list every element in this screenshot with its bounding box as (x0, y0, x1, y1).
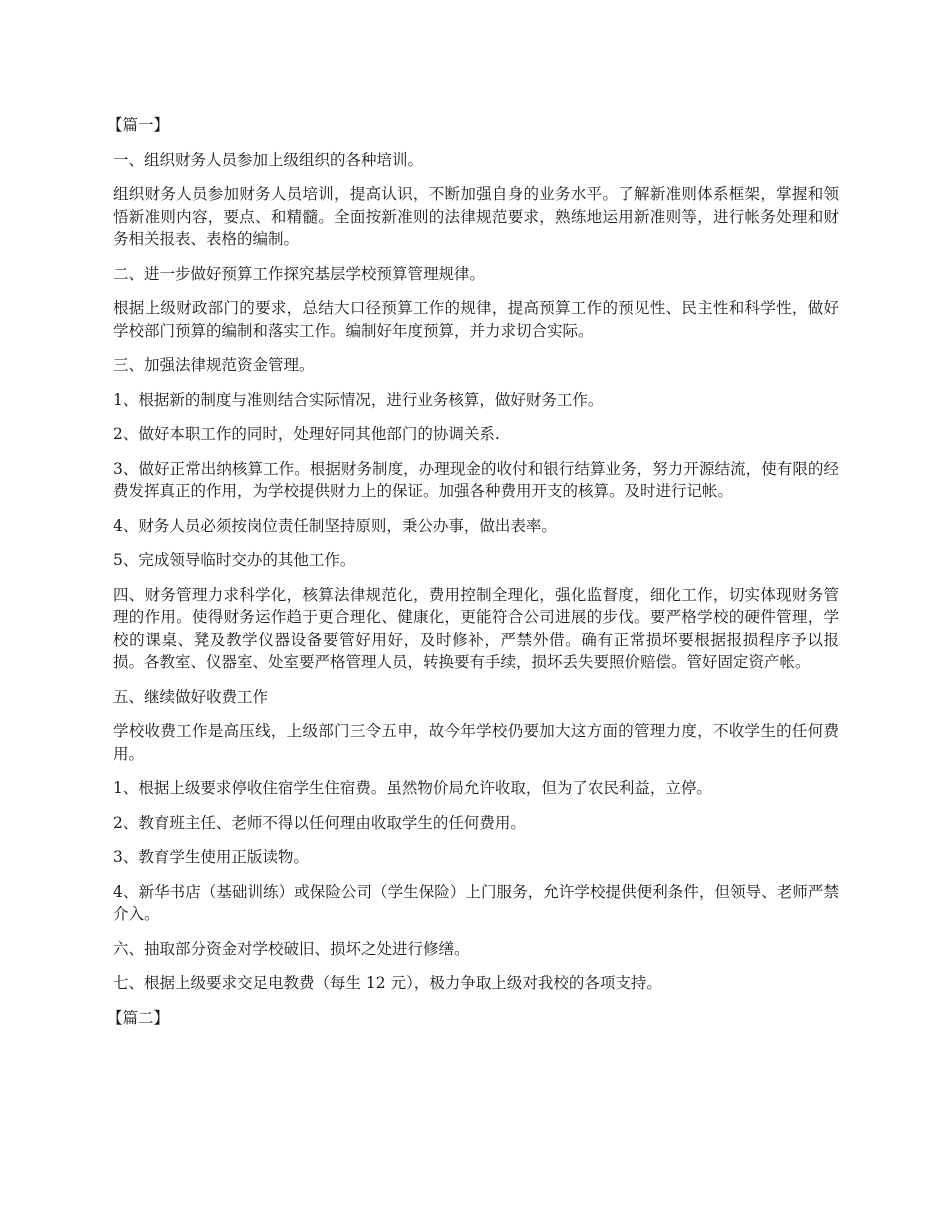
list-item: 5、完成领导临时交办的其他工作。 (113, 551, 356, 569)
body-paragraph: 组织财务人员参加财务人员培训，提高认识，不断加强自身的业务水平。了解新准则体系框架，掌握和领悟新准则内容，要点、和精髓。全面按新准则的法律规范要求，熟练地运用新准则等，进行帐务处理和财务相关报表、表格的编制。 (113, 185, 839, 248)
body-paragraph: 学校收费工作是高压线，上级部门三令五申，故今年学校仍要加大这方面的管理力度，不收学生的任何费用。 (113, 722, 839, 763)
list-item: 4、新华书店（基础训练）或保险公司（学生保险）上门服务，允许学校提供便利条件，但领导、老师严禁介入。 (113, 882, 839, 923)
list-item: 1、根据上级要求停收住宿学生住宿费。虽然物价局允许收取，但为了农民利益，立停。 (113, 779, 712, 797)
heading-item-4: 四、财务管理力求科学化，核算法律规范化，费用控制全理化，强化监督度，细化工作，切实体现财务管理的作用。使得财务运作趋于更合理化、健康化，更能符合公司进展的步伐。要严格学校的硬件管理，学校的课桌、凳及教学仪器设备要管好用好，及时修补，严禁外借。确有正常损坏要根据报损程序予以报损。各教室、仪器室、处室要严格管理人员，转换要有手续，损坏丢失要照价赔偿。管好固定资产帐。 (113, 585, 839, 671)
heading-item-7: 七、根据上级要求交足电教费（每生 12 元），极力争取上级对我校的各项支持。 (113, 974, 662, 992)
list-item: 2、教育班主任、老师不得以任何理由收取学生的任何费用。 (113, 813, 526, 832)
list-item: 3、做好正常出纳核算工作。根据财务制度，办理现金的收付和银行结算业务，努力开源结流，使有限的经费发挥真正的作用，为学校提供财力上的保证。加强各种费用开支的核算。及时进行记帐。 (113, 459, 839, 500)
heading-item-6: 六、抽取部分资金对学校破旧、损坏之处进行修缮。 (113, 939, 470, 958)
heading-item-1: 一、组织财务人员参加上级组织的各种培训。 (113, 150, 424, 169)
heading-item-3: 三、加强法律规范资金管理。 (113, 356, 315, 374)
list-item: 3、教育学生使用正版读物。 (113, 848, 309, 866)
section-heading-1: 【篇一】 (107, 116, 170, 134)
document-page (107, 114, 839, 1041)
list-item: 4、财务人员必须按岗位责任制坚持原则，秉公办事，做出表率。 (113, 516, 557, 535)
body-paragraph: 根据上级财政部门的要求，总结大口径预算工作的规律，提高预算工作的预见性、民主性和科学性，做好学校部门预算的编制和落实工作。编制好年度预算，并力求切合实际。 (113, 299, 839, 340)
section-heading-2: 【篇二】 (107, 1008, 170, 1027)
heading-item-5: 五、继续做好收费工作 (113, 687, 269, 706)
list-item: 2、做好本职工作的同时，处理好同其他部门的协调关系. (113, 425, 500, 443)
list-item: 1、根据新的制度与准则结合实际情况，进行业务核算，做好财务工作。 (113, 390, 604, 409)
heading-item-2: 二、进一步做好预算工作探究基层学校预算管理规律。 (113, 264, 486, 283)
